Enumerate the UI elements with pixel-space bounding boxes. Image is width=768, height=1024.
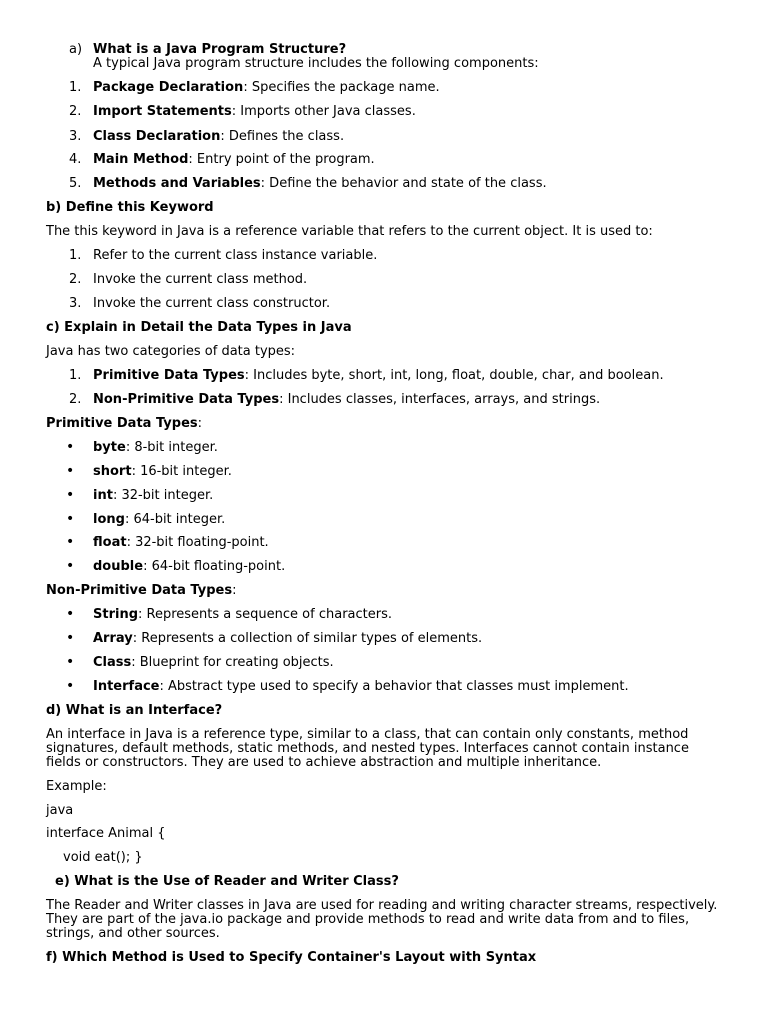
- list-item: Class Declaration: Defines the class.: [93, 129, 345, 144]
- list-item: Invoke the current class method.: [93, 272, 308, 287]
- list-number: 3.: [69, 129, 82, 144]
- list-number: 5.: [69, 176, 82, 191]
- list-item: Package Declaration: Specifies the package name.: [93, 80, 440, 95]
- bullet: •: [66, 630, 75, 646]
- list-item: Interface: Abstract type used to specify a behavior that classes must implement.: [93, 679, 629, 694]
- primitive-heading: Primitive Data Types:: [46, 416, 203, 431]
- list-number: 2.: [69, 272, 82, 287]
- list-item: byte: 8-bit integer.: [93, 440, 218, 455]
- list-item: long: 64-bit integer.: [93, 512, 226, 527]
- question-d-heading: d) What is an Interface?: [46, 703, 223, 718]
- list-item: Main Method: Entry point of the program.: [93, 152, 375, 167]
- code-line: void eat(); }: [63, 850, 143, 865]
- question-a-intro: A typical Java program structure includes the following components:: [93, 56, 539, 71]
- code-language: java: [46, 803, 74, 818]
- list-number: 1.: [69, 248, 82, 263]
- list-item: String: Represents a sequence of characters.: [93, 607, 392, 622]
- bullet: •: [66, 463, 75, 479]
- list-item: Invoke the current class constructor.: [93, 296, 331, 311]
- list-item: float: 32-bit floating-point.: [93, 535, 269, 550]
- paragraph-line: signatures, default methods, static methods, and nested types. Interfaces cannot contain instance: [46, 741, 689, 756]
- list-item: Refer to the current class instance variable.: [93, 248, 378, 263]
- question-a-heading: What is a Java Program Structure?: [93, 42, 347, 57]
- paragraph-line: The Reader and Writer classes in Java are used for reading and writing character streams, respectively.: [46, 898, 718, 913]
- list-number: 1.: [69, 368, 82, 383]
- question-c-heading: c) Explain in Detail the Data Types in Java: [46, 320, 352, 335]
- bullet: •: [66, 654, 75, 670]
- question-c-intro: Java has two categories of data types:: [46, 344, 296, 359]
- bullet: •: [66, 558, 75, 574]
- list-number: 3.: [69, 296, 82, 311]
- question-e-heading: e) What is the Use of Reader and Writer Class?: [55, 874, 399, 889]
- bullet: •: [66, 511, 75, 527]
- question-b-heading: b) Define this Keyword: [46, 200, 214, 215]
- bullet: •: [66, 606, 75, 622]
- question-b-intro: The this keyword in Java is a reference variable that refers to the current object. It is used to:: [46, 224, 653, 239]
- list-item: Non-Primitive Data Types: Includes classes, interfaces, arrays, and strings.: [93, 392, 601, 407]
- list-item: Methods and Variables: Define the behavior and state of the class.: [93, 176, 547, 191]
- list-item: Primitive Data Types: Includes byte, short, int, long, float, double, char, and boolean.: [93, 368, 664, 383]
- question-a-marker: a): [69, 42, 83, 57]
- example-label: Example:: [46, 779, 107, 794]
- bullet: •: [66, 487, 75, 503]
- list-item: double: 64-bit floating-point.: [93, 559, 286, 574]
- bullet: •: [66, 439, 75, 455]
- bullet: •: [66, 534, 75, 550]
- list-number: 2.: [69, 104, 82, 119]
- paragraph-line: fields or constructors. They are used to achieve abstraction and multiple inheritance.: [46, 755, 602, 770]
- paragraph-line: They are part of the java.io package and provide methods to read and write data from and to files,: [46, 912, 690, 927]
- question-f-heading: f) Which Method is Used to Specify Container's Layout with Syntax: [46, 950, 537, 965]
- list-item: Class: Blueprint for creating objects.: [93, 655, 334, 670]
- paragraph-line: strings, and other sources.: [46, 926, 220, 941]
- list-number: 1.: [69, 80, 82, 95]
- nonprimitive-heading: Non-Primitive Data Types:: [46, 583, 237, 598]
- list-item: Import Statements: Imports other Java classes.: [93, 104, 416, 119]
- list-number: 4.: [69, 152, 82, 167]
- paragraph-line: An interface in Java is a reference type, similar to a class, that can contain only constants, method: [46, 727, 689, 742]
- list-item: short: 16-bit integer.: [93, 464, 232, 479]
- list-item: Array: Represents a collection of similar types of elements.: [93, 631, 483, 646]
- code-line: interface Animal {: [46, 826, 166, 841]
- list-number: 2.: [69, 392, 82, 407]
- bullet: •: [66, 678, 75, 694]
- list-item: int: 32-bit integer.: [93, 488, 214, 503]
